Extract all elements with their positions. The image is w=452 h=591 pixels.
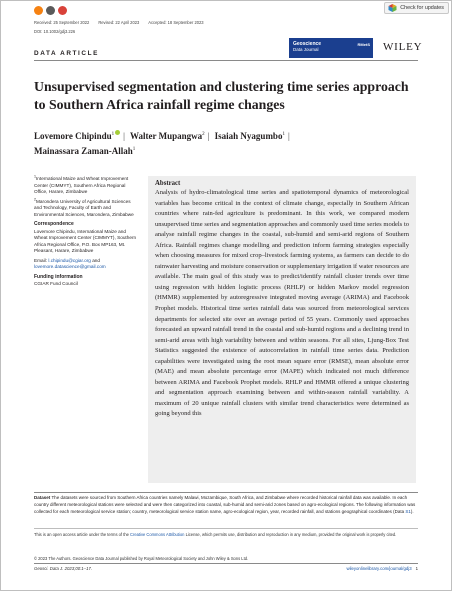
header-divider (34, 60, 418, 61)
affiliation-number: 1 (34, 174, 36, 179)
page-number: 1 (415, 566, 418, 571)
license-divider (34, 528, 418, 529)
dataset-statement (34, 494, 418, 515)
author-separator: | (207, 131, 210, 141)
open-access-icon (34, 6, 43, 15)
affiliation-number: 2 (34, 196, 36, 201)
received-date: Received: 25 September 2022 (34, 20, 90, 25)
author-affiliation-number: 1 (132, 147, 136, 152)
article-title: Unsupervised segmentation and clustering time series approach to Southern Africa rainfall regime changes (34, 79, 409, 112)
affiliation (34, 196, 138, 219)
journal-name-line1: Geoscience (293, 41, 322, 47)
accepted-date: Accepted: 18 September 2023 (148, 20, 204, 25)
affiliation (34, 176, 138, 196)
crossmark-icon (388, 4, 397, 12)
email-link[interactable]: l.chipindu@cgiar.org (48, 257, 91, 263)
abstract-text: Analysis of hydro-climatological time series and spatiotemporal dynamics of meteorological variables has become critical in the context of climate change, especially in Southern African countries where rain-fed agriculture is predominant. In this work, we compared modern unsupervised time series and segmentation approaches and commonly used time series models to analyse rainfall regime changes in the coastal, sub-humid and semi-arid regions of Southern Africa. Rainfall regimes change modelling and prediction inform farming strategies especially when choosing measures for mixed crop–livestock farming systems, as farmers can decide to do rainwater harvesting and moisture conservation or supplementary irrigation if water resources are available. The main goal of this study was to predict/identify rainfall cluster trends over time using regression with hidden logistic process (RHLP) or hidden Markov model regression (HMMR) supplemented by autoregressive integrated moving average (ARIMA) and Facebook Prophet models. Historical time series rainfall data was sourced from meteorological services departments for selected site over an average period of 55 years. Commonly used approaches forecasted an upward rainfall trend in the coastal and sub-humid regions and a declining trend in semi-arid areas with high variability between and within seasons. For all sites, Ljung-Box Test Statistics suggested the existence of autocorrelation in rainfall time series data. Prediction capabilities were investigated using the root mean square error (RMSE), mean absolute error (MAE) and mean absolute percentage error (MAPE) which indicated not much difference between ARIMA and Facebook Prophet models. RHLP and HMMR offered a unique clustering and segmentation approach examining between and within-season rainfall variability. A maximum of 20 unique rainfall clusters with similar trend characteristics were determined as going beyond this (155, 189, 409, 418)
journal-citation: Geosci. Data J. 2023;00:1–17. (34, 566, 93, 571)
author-name[interactable]: Mainassara Zaman-Allah (34, 146, 133, 156)
publisher-logo[interactable]: WILEY (383, 41, 423, 53)
society-logo: RMetS (357, 42, 370, 47)
revised-date: Revised: 22 April 2023 (98, 20, 140, 25)
license-text: License, which permits use, distribution and reproduction in any medium, provided the original work is properly cited. (185, 532, 397, 537)
dataset-label: Dataset (34, 495, 51, 500)
author-list (34, 129, 414, 159)
email-label: Email: (34, 257, 48, 263)
author-affiliation-number: 1 (282, 132, 285, 137)
author-name[interactable]: Lovemore Chipindu (34, 131, 112, 141)
license-text: This is an open access article under the terms of the (34, 532, 129, 537)
article-sidebar (34, 176, 138, 291)
creative-commons-icon (46, 6, 55, 15)
open-access-badges (34, 6, 67, 15)
article-type: DATA ARTICLE (34, 50, 99, 57)
footer-divider (34, 563, 418, 564)
journal-name-line2: Data Journal (293, 47, 319, 52)
email-link[interactable]: lovemore.datascience@gmail.com (34, 264, 106, 269)
correspondence-heading: Correspondence (34, 221, 74, 227)
dataset-divider (34, 492, 418, 493)
doi[interactable]: DOI: 10.1002/gdj3.226 (34, 29, 76, 34)
article-dates (34, 20, 204, 25)
abstract-heading: Abstract (155, 180, 181, 187)
journal-url[interactable]: wileyonlinelibrary.com/journal/gdj3 (346, 566, 412, 571)
footer-right (346, 566, 418, 571)
affiliation-text: International Maize and Wheat Improvement Center (CIMMYT), Southern Africa Regional Office, Harare, Zimbabwe (34, 176, 129, 194)
author-affiliation-number: 1 (111, 132, 115, 137)
copyright-line: © 2023 The Authors. Geoscience Data Journal published by Royal Meteorological Society and John Wiley & Sons Ltd. (34, 556, 249, 561)
dataset-end: ). (410, 509, 414, 514)
affiliation-text: Marondera University of Agricultural Sciences and Technology, Faculty of Earth and Environmental Sciences, Marondera, Zimbabwe (34, 198, 134, 217)
correspondence-email (34, 258, 138, 271)
license-link[interactable]: Creative Commons Attribution (130, 532, 185, 537)
check-for-updates-button[interactable] (384, 2, 449, 14)
attribution-icon (58, 6, 67, 15)
funding-heading: Funding information (34, 273, 83, 280)
author-separator: | (123, 131, 125, 141)
author-separator: | (287, 131, 290, 141)
dataset-text: The datasets were sourced from Southern Africa countries namely Malawi, Mozambique, South Africa, and Zimbabwe where recorded historical rainfall data was available. In each country different meteorological stations were selected and were then categorized into coastal, sub-humid and semi-arid zones based on agro-ecological regions. The following information was collected for each meteorological service station; country, meteorological service station name, agro-ecological region, year, recorded rainfall, and stations geographical coordinates (Data (34, 495, 416, 514)
abstract-box (148, 176, 416, 483)
author-name[interactable]: Isaiah Nyagumbo (214, 131, 283, 141)
dataset-link[interactable]: S1 (405, 509, 411, 514)
author-affiliation-number: 2 (202, 132, 205, 137)
journal-logo[interactable] (289, 38, 373, 58)
author-name[interactable]: Walter Mupangwa (130, 131, 203, 141)
check-for-updates-label: Check for updates (400, 5, 444, 11)
license-statement (34, 532, 418, 538)
email-conjunction: and (92, 257, 101, 263)
funding-text: CGIAR Fund Council (34, 281, 78, 286)
correspondence-text: Lovemore Chipindu, International Maize and Wheat Improvement Center (CIMMYT), Southern Africa Regional Office, P.O. Box MP163, Mt. Pleasant, Harare, Zimbabwe (34, 228, 137, 253)
